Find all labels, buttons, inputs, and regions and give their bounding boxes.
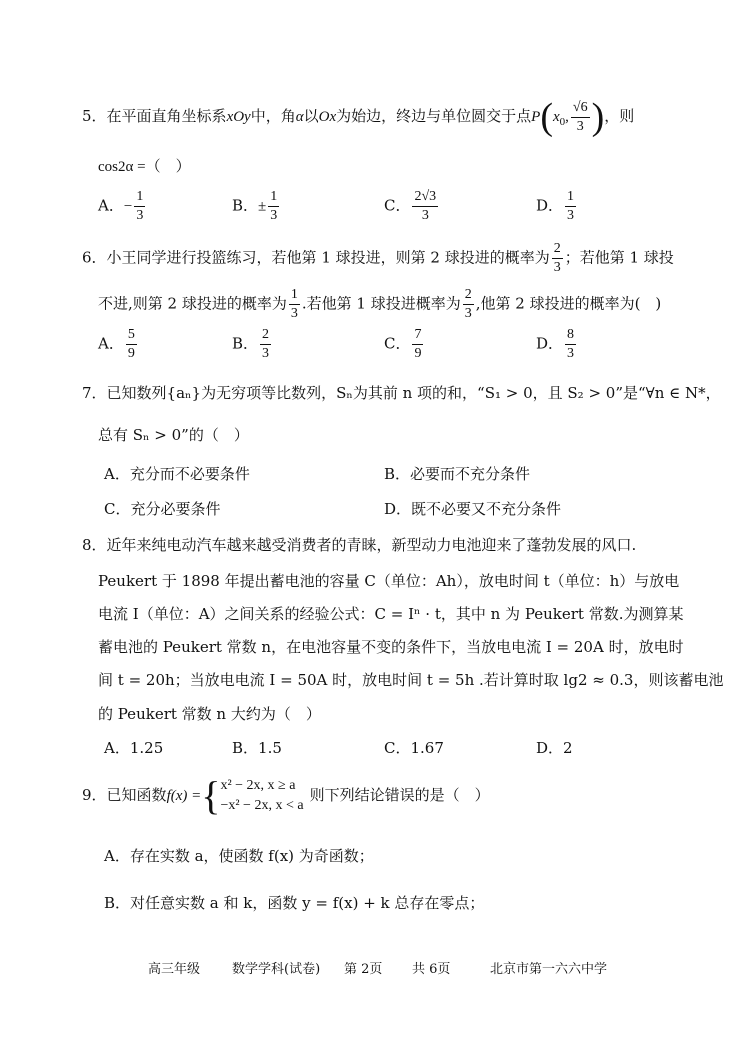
q5-point-den: 3	[576, 118, 584, 134]
q5-text-mid2: 以	[303, 107, 319, 125]
q5-plane: xOy	[226, 109, 251, 125]
question-8-line-6: 的 Peukert 常数 n 大约为（ ）	[98, 705, 321, 723]
footer-grade: 高三年级	[148, 962, 201, 977]
q9-case-2: −x² − 2x, x < a	[220, 798, 304, 813]
q5-point: P	[531, 109, 541, 125]
q9-option-b: B．对任意实数 a 和 k，函数 y = f(x) + k 总存在零点；	[104, 894, 485, 912]
q6-number: 6．	[82, 248, 107, 267]
q9-case-1: x² − 2x, x ≥ a	[220, 778, 296, 793]
q5-text-mid1: 中，角	[250, 107, 296, 125]
question-8-line-5: 间 t = 20h；当放电电流 I = 50A 时，放电时间 t = 5h .若计算时取 lg2 ≈ 0.3，则该蓄电池	[98, 671, 724, 689]
question-8-line-1: 8．近年来纯电动汽车越来越受消费者的青睐，新型动力电池迎来了蓬勃发展的风口.	[82, 536, 637, 554]
q5-option-a: A．− $\frac{1}{3}$	[98, 189, 144, 223]
question-5-line-1: 5．在平面直角坐标系xOy中，角α以Ox为始边，终边与单位圆交于点$P(x_0$, $\frac{√6}{3}$ )，则	[82, 96, 635, 138]
question-7-line-2: 总有 Sₙ > 0”的（ ）	[98, 426, 249, 444]
footer-school: 北京市第一六六中学	[490, 962, 608, 977]
q5-alpha: α	[295, 109, 304, 125]
q9-brace: {	[201, 773, 221, 818]
footer-subject: 数学学科(试卷)	[232, 962, 321, 977]
q7-option-b: B．必要而不充分条件	[384, 465, 531, 483]
q5-option-b-fraction: $\frac{1}{3}$	[270, 189, 278, 223]
q9-number: 9．	[82, 786, 107, 804]
q7-option-c: C．充分必要条件	[104, 500, 221, 518]
question-6-line-1: 6．小王同学进行投篮练习，若他第 1 球投进，则第 2 球投进的概率为 $\frac{2}{3}$ ；若他第 1 球投	[82, 241, 674, 275]
q5-option-c: C． $\frac{2√3}{3}$	[384, 189, 437, 223]
q7-option-d: D．既不必要又不充分条件	[384, 500, 562, 518]
question-5-line-2: cos2α =（ ）	[98, 159, 191, 175]
q7-option-a: A．充分而不必要条件	[104, 465, 250, 483]
q5-x0-sub: 0	[559, 116, 566, 128]
q6-option-b: B． $\frac{2}{3}$	[232, 327, 270, 361]
q5-ox: Ox	[318, 109, 337, 125]
q5-number: 5．	[82, 107, 107, 125]
q5-tail: ，则	[604, 107, 635, 125]
q8-option-d: D．2	[536, 739, 573, 757]
q6-option-c: C． $\frac{7}{9}$	[384, 327, 422, 361]
footer-page: 第 2页	[344, 962, 383, 977]
q5-option-a-fraction: $\frac{1}{3}$	[136, 189, 144, 223]
footer-total: 共 6页	[412, 962, 451, 977]
q5-paren-close: )	[591, 96, 605, 138]
q6-fraction-2: $\frac{1}{3}$	[290, 287, 298, 321]
q8-option-b: B．1.5	[232, 739, 282, 757]
q5-option-d-fraction: $\frac{1}{3}$	[567, 189, 575, 223]
q8-option-c: C．1.67	[384, 739, 444, 757]
q5-paren-open: (	[540, 96, 553, 138]
q5-option-b: B．± $\frac{1}{3}$	[232, 189, 278, 223]
q6-option-d: D． $\frac{8}{3}$	[536, 327, 575, 361]
q9-cases	[220, 776, 303, 816]
question-9-line-1: 9．已知函数f(x) ={ x² − 2x, x ≥ a −x² − 2x, x < a 则下列结论错误的是（ ）	[82, 773, 490, 818]
q8-option-a: A．1.25	[104, 739, 164, 757]
q9-option-a: A．存在实数 a，使函数 f(x) 为奇函数；	[104, 847, 374, 865]
q5-text-mid3: 为始边，终边与单位圆交于点	[336, 107, 532, 125]
question-8-line-2: Peukert 于 1898 年提出蓄电池的容量 C（单位：Ah），放电时间 t（单位：h）与放电	[98, 572, 680, 590]
question-7-line-1: 7．已知数列{aₙ}为无穷项等比数列，Sₙ为其前 n 项的和，“S₁ > 0，且 S₂ > 0”是“∀n ∈ N*，	[82, 384, 721, 402]
question-8-line-3: 电流 I（单位：A）之间关系的经验公式：C = Iⁿ · t，其中 n 为 Peukert 常数.为测算某	[98, 605, 684, 623]
question-6-line-2: 不进,则第 2 球投进的概率为 $\frac{1}{3}$ .若他第 1 球投进概率为 $\frac{2}{3}$ ,他第 2 球投进的概率为( )	[98, 287, 662, 321]
q5-text-before: 在平面直角坐标系	[106, 107, 227, 125]
q5-x0: x	[552, 109, 560, 125]
q5-option-c-fraction: $\frac{2√3}{3}$	[414, 189, 437, 223]
q6-fraction-1: $\frac{2}{3}$	[553, 241, 561, 275]
q6-option-a: A． $\frac{5}{9}$	[98, 327, 135, 361]
question-8-line-4: 蓄电池的 Peukert 常数 n，在电池容量不变的条件下，当放电电流 I = 20A 时，放电时	[98, 638, 684, 656]
q5-point-fraction	[571, 101, 590, 134]
q9-function: f(x) =	[166, 788, 202, 804]
q5-point-num: √6	[571, 101, 590, 118]
q6-fraction-3: $\frac{2}{3}$	[464, 287, 472, 321]
q5-option-d: D． $\frac{1}{3}$	[536, 189, 575, 223]
